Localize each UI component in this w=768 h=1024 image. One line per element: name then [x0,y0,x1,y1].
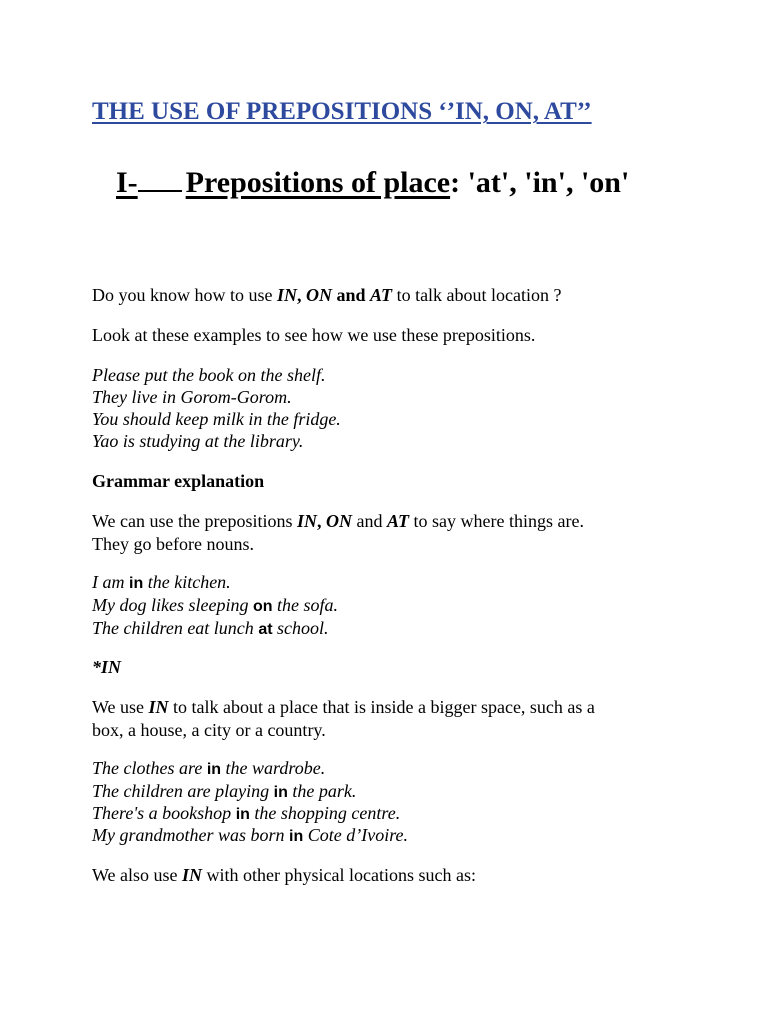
conjunction: and [332,285,371,305]
intro-question [92,284,562,307]
grammar-heading: Grammar explanation [92,471,265,491]
keyword-in: IN [182,865,203,885]
example-text: the park. [287,781,357,801]
example-text: school. [272,618,329,638]
example-line: Please put the book on the shelf. [92,365,326,385]
separator: , [297,285,307,305]
grammar-text: to say where things are. [409,511,584,531]
example-text: My dog likes sleeping [92,595,253,615]
example-line: You should keep milk in the fridge. [92,409,341,429]
keyword-on: ON [326,511,353,531]
in-text: We use [92,697,149,717]
also-text: with other physical locations such as: [202,865,476,885]
example-line [92,757,325,781]
also-line [92,864,476,887]
in-heading: *IN [92,657,122,677]
example-preposition: on [252,598,273,615]
example-line [92,594,338,618]
separator: , [317,511,327,531]
section-underline-gap [138,166,182,192]
keyword-in: IN [297,511,318,531]
keyword-in: IN [277,285,298,305]
example-text: the kitchen. [143,572,231,592]
keyword-on: ON [306,285,333,305]
example-line: They live in Gorom-Gorom. [92,387,292,407]
example-text: My grandmother was born [92,825,289,845]
example-text: the shopping centre. [249,803,401,823]
example-line: Yao is studying at the library. [92,431,304,451]
example-line [92,802,400,826]
example-preposition: in [206,761,222,778]
document-title: THE USE OF PREPOSITIONS ‘’IN, ON, AT’’ [92,98,592,125]
keyword-at: AT [387,511,410,531]
grammar-line-1 [92,510,584,533]
intro-look: Look at these examples to see how we use these prepositions. [92,325,536,345]
example-text: The children eat lunch [92,618,259,638]
example-text: The children are playing [92,781,274,801]
example-preposition: in [273,784,288,801]
example-text: the wardrobe. [221,758,326,778]
in-explanation-line-1 [92,696,595,719]
example-preposition: in [129,575,144,592]
intro-text: Do you know how to use [92,285,277,305]
example-line [92,617,329,641]
example-line [92,824,408,848]
in-text: to talk about a place that is inside a bigger space, such as a [168,697,595,717]
example-text: Cote d’Ivoire. [303,825,409,845]
keyword-in: IN [148,697,169,717]
example-line [92,571,231,595]
example-preposition: in [289,828,304,845]
section-heading-text: Prepositions of place [185,166,451,199]
intro-text: to talk about location ? [392,285,562,305]
example-text: There's a bookshop [92,803,236,823]
conjunction: and [352,511,388,531]
example-text: the sofa. [272,595,339,615]
also-text: We also use [92,865,183,885]
keyword-at: AT [370,285,393,305]
example-text: I am [92,572,129,592]
section-heading-rest: : 'at', 'in', 'on' [450,166,630,199]
section-number: I- [116,166,138,199]
example-text: The clothes are [92,758,207,778]
grammar-text: We can use the prepositions [92,511,297,531]
in-explanation-line-2: box, a house, a city or a country. [92,720,326,740]
example-preposition: in [235,806,250,823]
grammar-line-2: They go before nouns. [92,534,254,554]
section-heading [116,166,629,200]
example-line [92,780,356,804]
example-preposition: at [258,621,273,638]
